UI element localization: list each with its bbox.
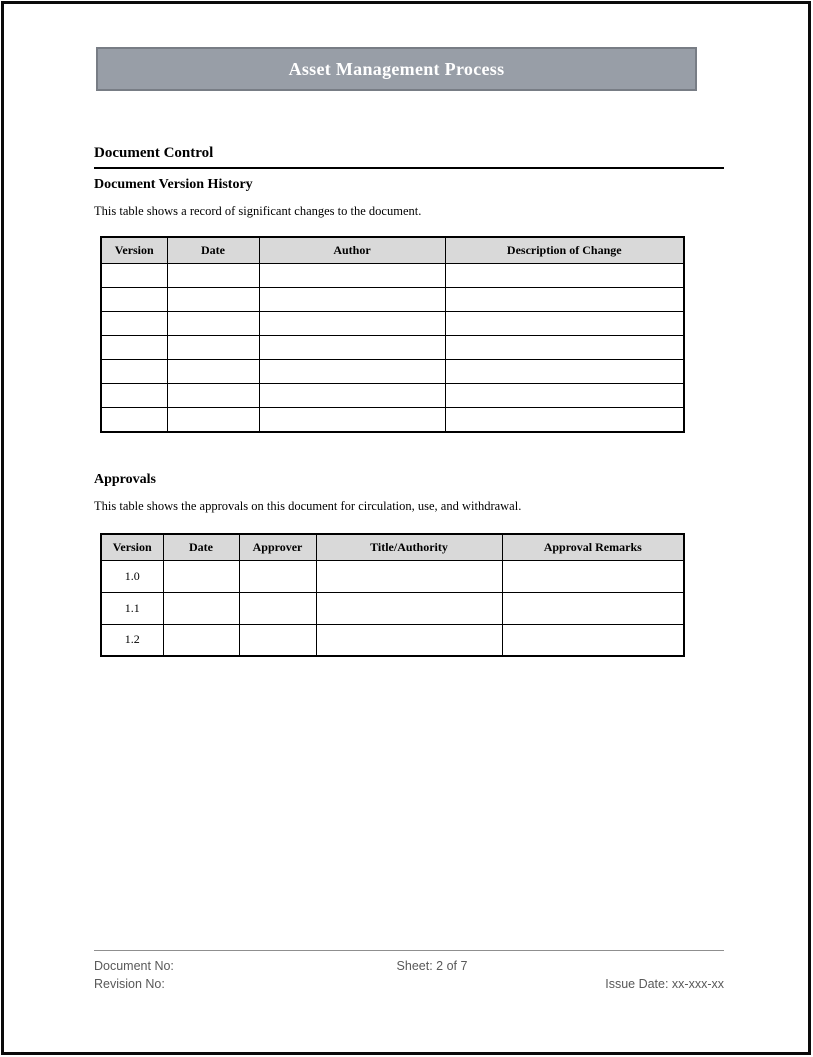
page-content	[94, 145, 724, 657]
table-cell	[259, 288, 445, 312]
table-cell	[167, 336, 259, 360]
table-cell	[445, 336, 684, 360]
column-header-approval-remarks: Approval Remarks	[502, 534, 684, 561]
table-cell	[101, 408, 167, 432]
table-cell	[259, 336, 445, 360]
table-cell	[163, 624, 239, 656]
table-cell	[163, 560, 239, 592]
table-header-row	[101, 534, 684, 561]
version-history-description: This table shows a record of significant changes to the document.	[94, 204, 422, 218]
page-title: Asset Management Process	[288, 58, 505, 79]
table-cell	[239, 624, 316, 656]
table-cell	[445, 360, 684, 384]
approvals-heading: Approvals	[94, 471, 156, 487]
table-row	[101, 592, 684, 624]
column-header-version: Version	[101, 534, 163, 561]
table-cell	[101, 264, 167, 288]
table-cell	[316, 592, 502, 624]
table-row	[101, 560, 684, 592]
table-row	[101, 624, 684, 656]
table-cell	[163, 592, 239, 624]
table-row	[101, 360, 684, 384]
column-header-approver: Approver	[239, 534, 316, 561]
table-cell	[502, 592, 684, 624]
table-header-row	[101, 237, 684, 264]
approvals-table	[100, 533, 685, 658]
table-cell	[259, 312, 445, 336]
document-no-label: Document No:	[94, 959, 174, 973]
table-cell: 1.0	[101, 560, 163, 592]
table-cell	[259, 264, 445, 288]
table-cell	[101, 288, 167, 312]
column-header-author: Author	[259, 237, 445, 264]
table-cell	[259, 408, 445, 432]
table-row	[101, 288, 684, 312]
table-row	[101, 408, 684, 432]
column-header-description-of-change: Description of Change	[445, 237, 684, 264]
version-history-table-body	[101, 264, 684, 432]
table-cell	[239, 592, 316, 624]
table-cell	[101, 336, 167, 360]
document-page	[1, 1, 811, 1055]
table-cell	[316, 624, 502, 656]
table-cell: 1.1	[101, 592, 163, 624]
column-header-date: Date	[163, 534, 239, 561]
document-control-heading: Document Control	[94, 145, 724, 169]
table-row	[101, 264, 684, 288]
table-row	[101, 312, 684, 336]
table-cell: 1.2	[101, 624, 163, 656]
table-cell	[445, 288, 684, 312]
table-cell	[445, 264, 684, 288]
table-cell	[167, 384, 259, 408]
revision-no-label: Revision No:	[94, 977, 165, 991]
table-cell	[445, 408, 684, 432]
sheet-label: Sheet: 2 of 7	[396, 959, 468, 973]
table-cell	[101, 360, 167, 384]
version-history-heading: Document Version History	[94, 177, 253, 192]
column-header-title-authority: Title/Authority	[316, 534, 502, 561]
page-footer	[94, 950, 724, 993]
table-cell	[259, 360, 445, 384]
table-cell	[167, 264, 259, 288]
table-cell	[502, 624, 684, 656]
table-cell	[167, 288, 259, 312]
table-cell	[502, 560, 684, 592]
table-cell	[259, 384, 445, 408]
approvals-description: This table shows the approvals on this document for circulation, use, and withdrawal.	[94, 498, 522, 513]
table-cell	[101, 384, 167, 408]
table-cell	[316, 560, 502, 592]
table-row	[101, 384, 684, 408]
approvals-table-body	[101, 560, 684, 656]
footer-row-2	[94, 975, 724, 993]
table-cell	[167, 360, 259, 384]
table-cell	[167, 408, 259, 432]
version-history-table	[100, 236, 685, 433]
table-cell	[445, 312, 684, 336]
table-cell	[239, 560, 316, 592]
column-header-version: Version	[101, 237, 167, 264]
table-cell	[167, 312, 259, 336]
table-cell	[445, 384, 684, 408]
title-banner	[96, 47, 697, 91]
table-cell	[101, 312, 167, 336]
issue-date-label: Issue Date: xx-xxx-xx	[605, 977, 724, 991]
footer-spacer	[444, 957, 724, 975]
table-row	[101, 336, 684, 360]
column-header-date: Date	[167, 237, 259, 264]
footer-row-1	[94, 957, 724, 975]
